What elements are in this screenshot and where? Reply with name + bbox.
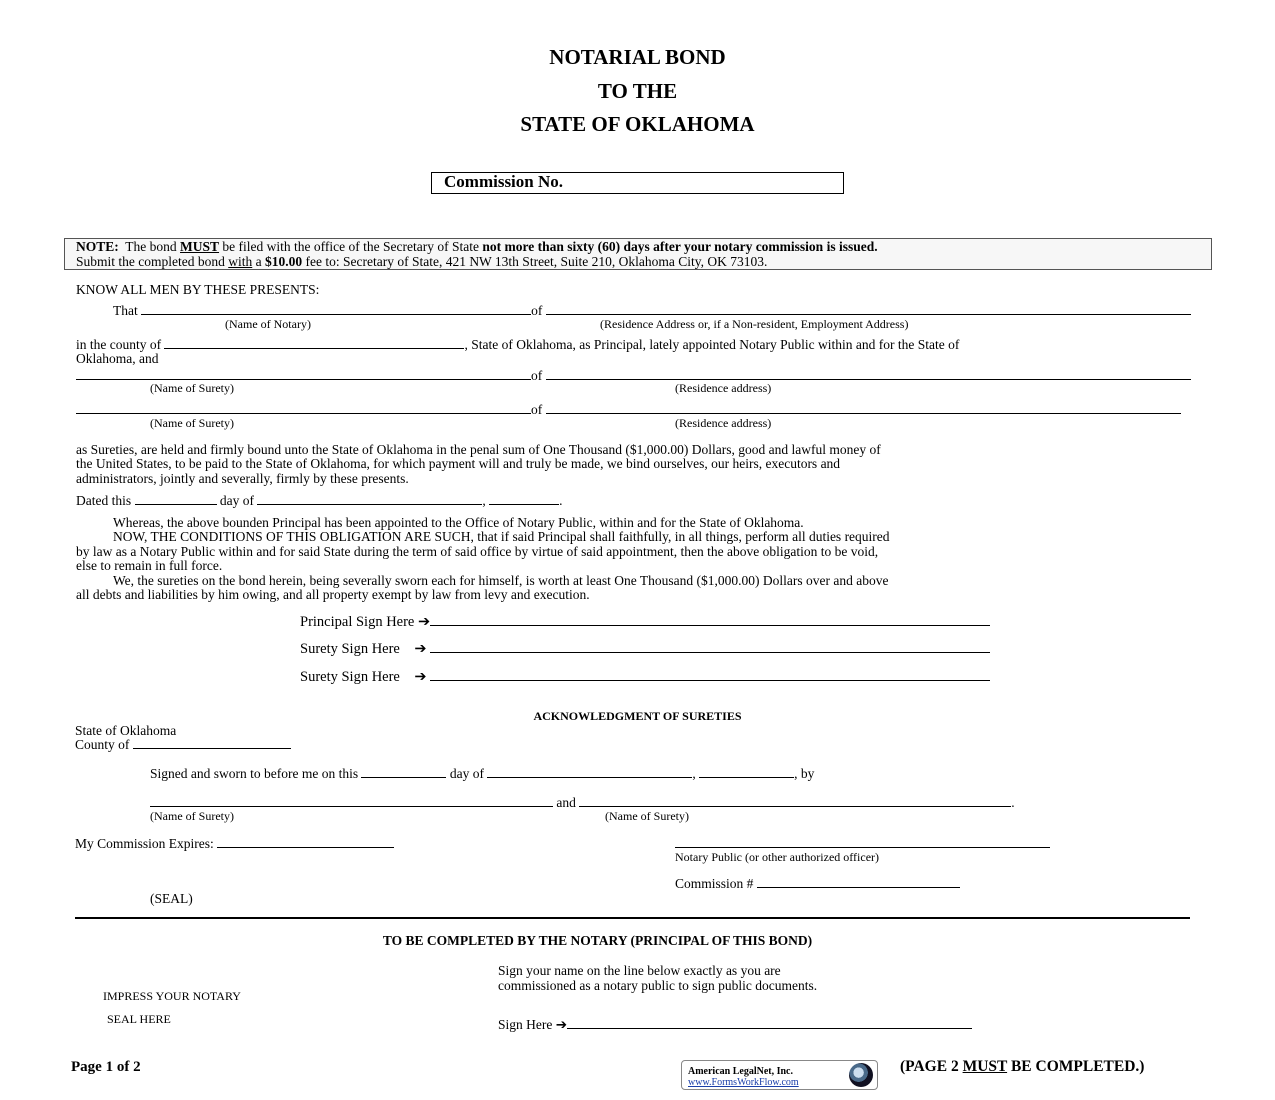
dated-line: Dated this day of , . xyxy=(76,493,563,508)
whereas-text: Whereas, the above bounden Principal has been appointed to the Office of Notary Public, within and for the State of Oklahoma. xyxy=(113,515,804,530)
surety-1-address-blank[interactable] xyxy=(546,368,1191,380)
sureties-text: administrators, jointly and severally, firmly by these presents. xyxy=(76,471,409,486)
sworn-year-blank[interactable] xyxy=(699,766,794,778)
surety-sign-label: Surety Sign Here xyxy=(300,641,400,657)
page-2-notice xyxy=(900,1059,1144,1074)
sworn-month-blank[interactable] xyxy=(487,766,692,778)
principal-signature-blank[interactable] xyxy=(430,614,990,626)
state-text: State of Oklahoma xyxy=(75,723,177,738)
dated-text: Dated this xyxy=(76,493,132,508)
note-must: MUST xyxy=(180,239,220,254)
of-label: of xyxy=(531,402,543,417)
notary-signature-blank[interactable] xyxy=(675,836,1050,851)
ack-surety-2-blank[interactable] xyxy=(579,795,1011,807)
sureties-oath-text: We, the sureties on the bond herein, being severally sworn each for himself, is worth at least One Thousand ($1,000.00) Dollars over and above xyxy=(113,573,889,588)
title-line-1: NOTARIAL BOND xyxy=(549,45,726,69)
page-number: Page 1 of 2 xyxy=(71,1059,141,1075)
ack-sureties-line: and . xyxy=(150,795,1015,810)
dated-day-blank[interactable] xyxy=(135,493,217,505)
county-text: in the county of xyxy=(76,337,162,352)
notary-sign-row xyxy=(498,1017,972,1032)
sign-instructions: commissioned as a notary public to sign public documents. xyxy=(498,978,818,993)
arrow-right-icon: ➔ xyxy=(414,641,427,657)
note-text: Submit the completed bond xyxy=(76,254,225,269)
name-of-surety-caption: (Name of Surety) xyxy=(150,381,234,395)
surety-2-signature-blank[interactable] xyxy=(430,669,990,681)
american-legalnet-logo[interactable] xyxy=(681,1060,878,1090)
note-fee: $10.00 xyxy=(265,254,303,269)
section-divider xyxy=(75,917,1190,919)
notary-name-blank[interactable] xyxy=(141,303,531,315)
county-of-line xyxy=(75,737,291,752)
sign-here-label: Sign Here xyxy=(498,1017,553,1032)
arrow-right-icon: ➔ xyxy=(555,1017,568,1032)
impress-seal-text: SEAL HERE xyxy=(107,1012,171,1026)
know-all-men: KNOW ALL MEN BY THESE PRESENTS: xyxy=(76,282,320,297)
note-text: a xyxy=(255,254,262,269)
ack-county-blank[interactable] xyxy=(133,737,291,749)
sureties-text: as Sureties, are held and firmly bound unto the State of Oklahoma in the penal sum of One Thousand ($1,000.00) Dollars, good and lawful money of xyxy=(76,442,881,457)
commission-hash-line xyxy=(675,876,960,891)
note-box xyxy=(64,238,1212,270)
commission-hash-blank[interactable] xyxy=(757,876,960,888)
and-text: and xyxy=(556,795,576,810)
principal-sign-row xyxy=(300,614,990,630)
logo-name: American LegalNet, Inc. xyxy=(688,1066,793,1077)
surety-2-name-blank[interactable] xyxy=(76,402,531,414)
arrow-right-icon: ➔ xyxy=(418,614,431,630)
commission-hash-label: Commission # xyxy=(675,876,754,891)
expires-label: My Commission Expires: xyxy=(75,836,214,851)
of-label: of xyxy=(531,303,543,318)
arrow-right-icon: ➔ xyxy=(414,669,427,685)
commission-number-field[interactable] xyxy=(431,172,844,194)
name-of-surety-caption: (Name of Surety) xyxy=(605,809,689,823)
title-line-2: TO THE xyxy=(597,79,678,103)
note-address: fee to: Secretary of State, 421 NW 13th Street, Suite 210, Oklahoma City, OK 73103. xyxy=(305,254,768,269)
sureties-text: the United States, to be paid to the State of Oklahoma, for which payment will and truly be made, we bind ourselves, our heirs, executors and xyxy=(76,456,841,471)
note-label: NOTE: xyxy=(76,239,119,254)
impress-seal-text: IMPRESS YOUR NOTARY xyxy=(103,989,241,1003)
ack-surety-1-blank[interactable] xyxy=(150,795,553,807)
surety-1-name-blank[interactable] xyxy=(76,368,531,380)
surety-1-line xyxy=(76,368,1191,383)
footer-text: (PAGE 2 xyxy=(900,1058,959,1075)
surety-1-signature-blank[interactable] xyxy=(430,641,990,653)
expires-line xyxy=(75,836,394,851)
sworn-text: day of xyxy=(449,766,484,781)
notary-section-title: TO BE COMPLETED BY THE NOTARY (PRINCIPAL OF THIS BOND) xyxy=(382,933,813,948)
surety-sign-label: Surety Sign Here xyxy=(300,669,400,685)
sign-instructions: Sign your name on the line below exactly as you are xyxy=(498,963,781,978)
surety-sign-row-2 xyxy=(300,669,990,685)
note-text: be filed with the office of the Secretary of State xyxy=(222,239,479,254)
notary-address-blank[interactable] xyxy=(546,303,1191,315)
surety-2-address-blank[interactable] xyxy=(546,402,1181,414)
sworn-text: Signed and sworn to before me on this xyxy=(150,766,359,781)
name-of-notary-caption: (Name of Notary) xyxy=(225,317,311,331)
dated-month-blank[interactable] xyxy=(257,493,482,505)
expires-blank[interactable] xyxy=(217,836,394,848)
county-blank[interactable] xyxy=(164,337,464,349)
that-label: That xyxy=(113,303,138,318)
residence-caption: (Residence address) xyxy=(675,381,772,395)
sureties-oath-text: all debts and liabilities by him owing, and all property exempt by law from levy and execution. xyxy=(76,587,590,602)
residence-caption: (Residence address) xyxy=(675,416,772,430)
notary-signature-line[interactable] xyxy=(567,1017,972,1029)
name-of-surety-caption: (Name of Surety) xyxy=(150,416,234,430)
county-text: , State of Oklahoma, as Principal, lately appointed Notary Public within and for the State of xyxy=(464,337,960,352)
note-text: The bond xyxy=(125,239,177,254)
conditions-text: NOW, THE CONDITIONS OF THIS OBLIGATION ARE SUCH, that if said Principal shall faithfully, in all things, perform all duties required xyxy=(113,529,890,544)
county-of-label: County of xyxy=(75,737,130,752)
commission-label: Commission No. xyxy=(444,172,564,191)
sworn-text: , by xyxy=(794,766,815,781)
surety-sign-row-1 xyxy=(300,641,990,657)
seal-text: (SEAL) xyxy=(150,891,193,906)
surety-2-line xyxy=(76,402,1181,417)
sworn-day-blank[interactable] xyxy=(361,766,446,778)
title-line-3: STATE OF OKLAHOMA xyxy=(520,112,755,136)
footer-must: MUST xyxy=(962,1058,1008,1075)
note-deadline: not more than sixty (60) days after your notary commission is issued. xyxy=(482,239,878,254)
residence-caption: (Residence Address or, if a Non-resident, Employment Address) xyxy=(600,317,909,331)
of-label: of xyxy=(531,368,543,383)
sworn-line: Signed and sworn to before me on this day of , , by xyxy=(150,766,815,781)
logo-link[interactable]: www.FormsWorkFlow.com xyxy=(688,1077,799,1088)
conditions-text: else to remain in full force. xyxy=(76,558,223,573)
globe-icon xyxy=(849,1063,873,1087)
county-text: Oklahoma, and xyxy=(76,351,159,366)
name-of-surety-caption: (Name of Surety) xyxy=(150,809,234,823)
notary-public-caption: Notary Public (or other authorized officer) xyxy=(675,850,880,864)
county-line xyxy=(76,337,959,352)
conditions-text: by law as a Notary Public within and for said State during the term of said office by virtue of said appointment, then the above obligation to be void, xyxy=(76,544,879,559)
principal-sign-label: Principal Sign Here xyxy=(300,614,415,630)
footer-text: BE COMPLETED.) xyxy=(1010,1058,1145,1075)
note-with: with xyxy=(228,254,253,269)
acknowledgment-title: ACKNOWLEDGMENT OF SURETIES xyxy=(533,709,742,723)
dated-year-blank[interactable] xyxy=(489,493,559,505)
notary-line xyxy=(113,303,1191,318)
dated-text: day of xyxy=(219,493,254,508)
